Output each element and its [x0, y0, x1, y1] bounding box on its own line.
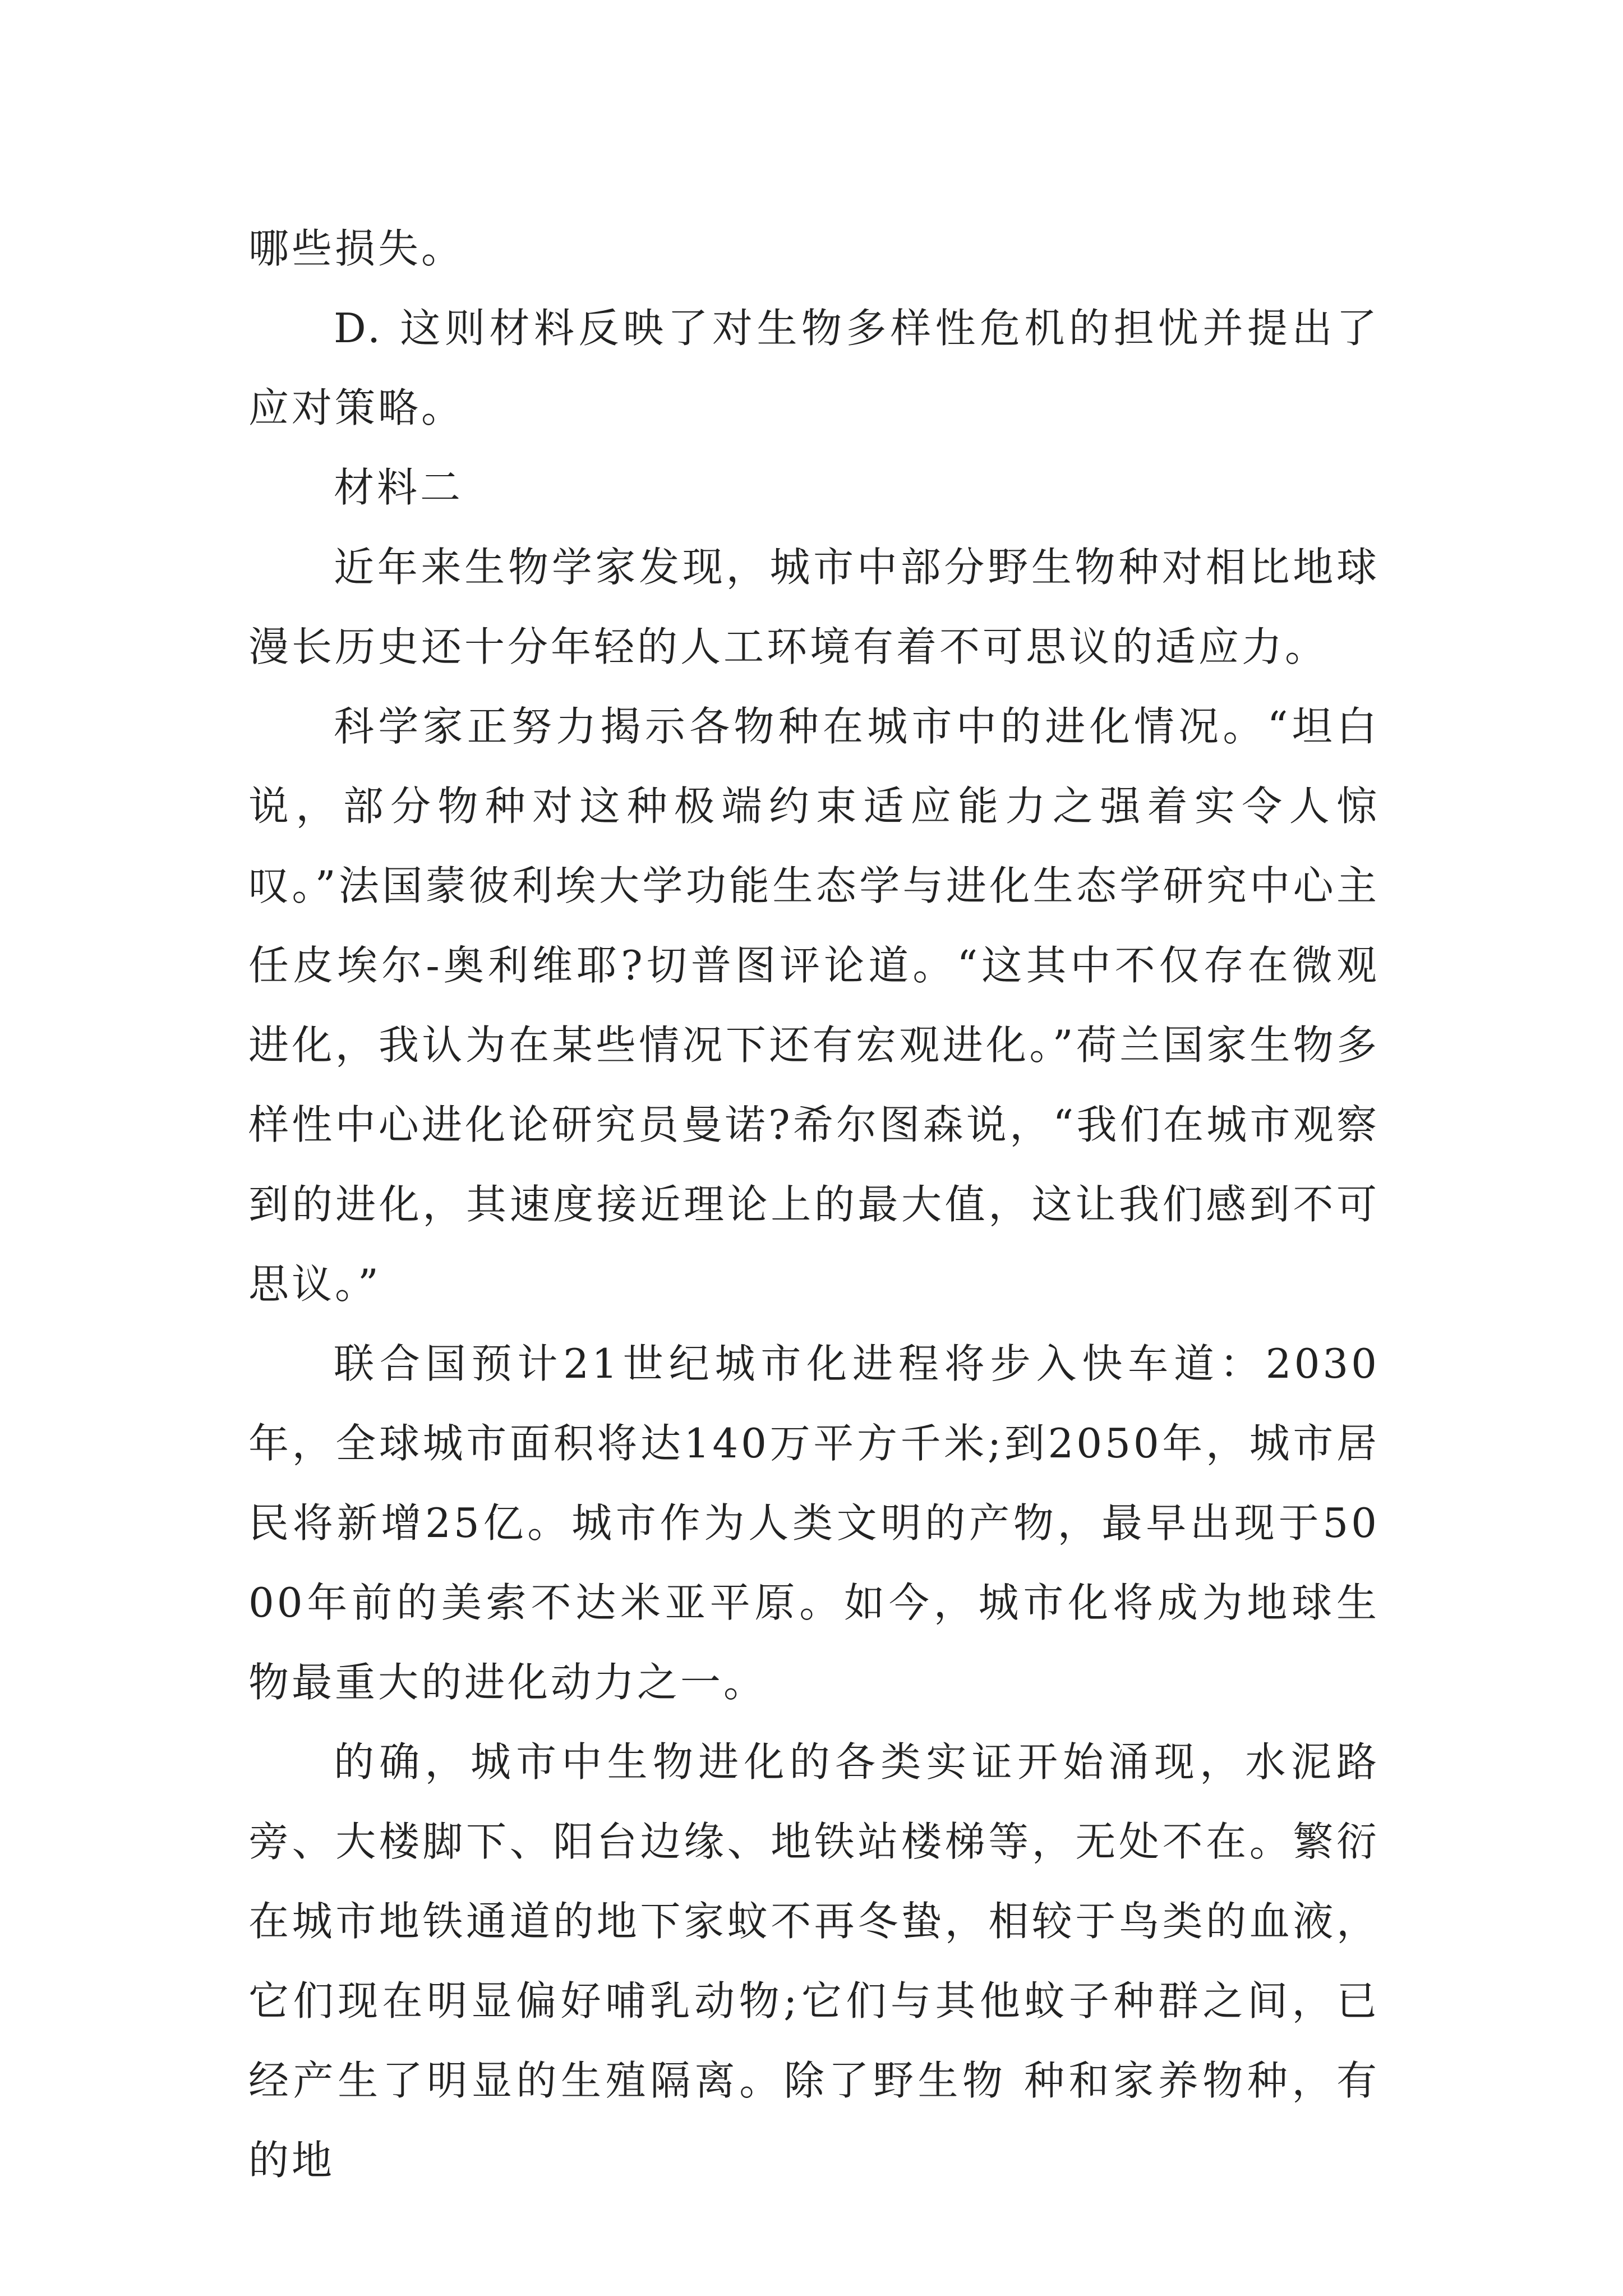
section-heading-material-two: 材料二	[334, 464, 464, 511]
paragraph-continuation: 哪些损失。	[248, 225, 465, 272]
paragraph-urbanization: 联合国预计21世纪城市化进程将步入快车道：2030年，全球城市面积将达140万平方千米;到2050年，城市居民将新增25亿。城市作为人类文明的产物，最早出现于5000年前的美索不达米亚平原。如今，城市化将成为地球生物最重大的进化动力之一。	[248, 1340, 1380, 1706]
paragraph-evidence: 的确，城市中生物进化的各类实证开始涌现，水泥路旁、大楼脚下、阳台边缘、地铁站楼梯等，无处不在。繁衍在城市地铁通道的地下家蚊不再冬蛰，相较于鸟类的血液，它们现在明显偏好哺乳动物;它们与其他蚊子种群之间，已经产生了明显的生殖隔离。除了野生物 种和家养物种，有的地	[248, 1738, 1380, 2184]
paragraph-option-d: D. 这则材料反映了对生物多样性危机的担忧并提出了应对策略。	[248, 305, 1380, 431]
text-column	[248, 209, 1380, 2200]
paragraph-scientist-quotes: 科学家正努力揭示各物种在城市中的进化情况。“坦白说，部分物种对这种极端约束适应能力之强着实令人惊叹。”法国蒙彼利埃大学功能生态学与进化生态学研究中心主任皮埃尔-奥利维耶?切普图评论道。“这其中不仅存在微观进化，我认为在某些情况下还有宏观进化。”荷兰国家生物多样性中心进化论研究员曼诺?希尔图森说，“我们在城市观察到的进化，其速度接近理论上的最大值，这让我们感到不可思议。”	[248, 703, 1380, 1308]
paragraph-intro: 近年来生物学家发现，城市中部分野生物种对相比地球漫长历史还十分年轻的人工环境有着不可思议的适应力。	[248, 544, 1380, 670]
